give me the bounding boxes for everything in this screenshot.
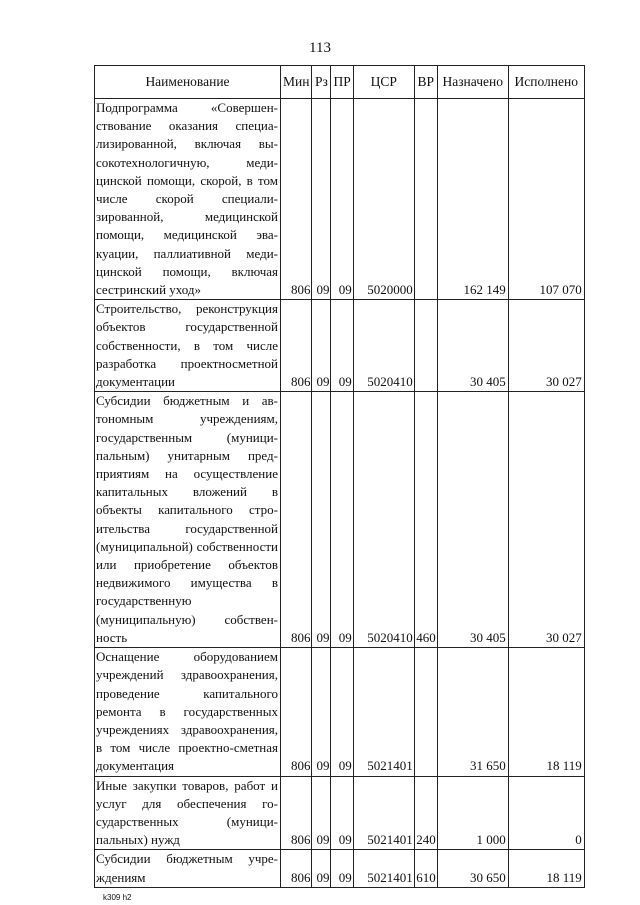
row-ispolneno: 30 027 bbox=[508, 300, 584, 392]
table-row bbox=[95, 300, 585, 392]
row-naznacheno: 1 000 bbox=[437, 776, 508, 850]
row-name: Строительство, реконструкция объектов государственной собственности, в том числе разработка проектносметной документации bbox=[95, 300, 281, 392]
row-pr: 09 bbox=[331, 300, 353, 392]
table-header-row bbox=[95, 66, 585, 99]
header-csr: ЦСР bbox=[353, 66, 414, 99]
row-rz: 09 bbox=[312, 850, 331, 887]
page-number: 113 bbox=[309, 40, 331, 56]
row-ispolneno: 30 027 bbox=[508, 392, 584, 648]
row-vr bbox=[414, 648, 437, 776]
row-pr: 09 bbox=[331, 99, 353, 300]
row-vr bbox=[414, 99, 437, 300]
row-ispolneno: 107 070 bbox=[508, 99, 584, 300]
row-ispolneno: 0 bbox=[508, 776, 584, 850]
row-pr: 09 bbox=[331, 392, 353, 648]
row-pr: 09 bbox=[331, 776, 353, 850]
row-naznacheno: 30 650 bbox=[437, 850, 508, 887]
row-name: Субсидии бюджетным и автономным учреждениям, государственным (муниципальным) унитарным предприятиям на осуществление капитальных вложений в объекты капитального строительства государственной (муниципальной) собственности или приобретение объектов недвижимого имущества в государственную (муниципальную) собственность bbox=[95, 392, 281, 648]
table-row bbox=[95, 99, 585, 300]
row-min: 806 bbox=[281, 648, 312, 776]
row-ispolneno: 18 119 bbox=[508, 648, 584, 776]
row-rz: 09 bbox=[312, 648, 331, 776]
row-name: Подпрограмма «Совершенствование оказания специализированной, включая высокотехнологичную, медицинской помощи, скорой, в том числе скорой специализированной, медицинской помощи, медицинской эвакуации, паллиативной медицинской помощи, включая сестринский уход» bbox=[95, 99, 281, 300]
header-vr: ВР bbox=[414, 66, 437, 99]
header-ispolneno: Исполнено bbox=[508, 66, 584, 99]
row-min: 806 bbox=[281, 776, 312, 850]
row-rz: 09 bbox=[312, 300, 331, 392]
row-naznacheno: 30 405 bbox=[437, 392, 508, 648]
table-row bbox=[95, 776, 585, 850]
row-csr: 5021401 bbox=[353, 776, 414, 850]
row-naznacheno: 30 405 bbox=[437, 300, 508, 392]
header-min: Мин bbox=[281, 66, 312, 99]
footer-code: k309 h2 bbox=[103, 893, 132, 902]
row-ispolneno: 18 119 bbox=[508, 850, 584, 887]
table-row bbox=[95, 392, 585, 648]
row-naznacheno: 31 650 bbox=[437, 648, 508, 776]
header-pr: ПР bbox=[331, 66, 353, 99]
row-name: Иные закупки товаров, работ и услуг для обеспечения государственных (муниципальных) нужд bbox=[95, 776, 281, 850]
row-pr: 09 bbox=[331, 850, 353, 887]
header-name: Наименование bbox=[95, 66, 281, 99]
header-naznacheno: Назначено bbox=[437, 66, 508, 99]
row-pr: 09 bbox=[331, 648, 353, 776]
row-min: 806 bbox=[281, 850, 312, 887]
row-vr: 240 bbox=[414, 776, 437, 850]
row-min: 806 bbox=[281, 99, 312, 300]
row-csr: 5021401 bbox=[353, 850, 414, 887]
row-csr: 5020410 bbox=[353, 300, 414, 392]
row-vr: 610 bbox=[414, 850, 437, 887]
table-row bbox=[95, 648, 585, 776]
budget-table bbox=[94, 65, 585, 888]
row-csr: 5020410 bbox=[353, 392, 414, 648]
row-csr: 5020000 bbox=[353, 99, 414, 300]
row-naznacheno: 162 149 bbox=[437, 99, 508, 300]
row-rz: 09 bbox=[312, 392, 331, 648]
row-min: 806 bbox=[281, 392, 312, 648]
row-csr: 5021401 bbox=[353, 648, 414, 776]
row-vr bbox=[414, 300, 437, 392]
row-rz: 09 bbox=[312, 776, 331, 850]
row-rz: 09 bbox=[312, 99, 331, 300]
row-min: 806 bbox=[281, 300, 312, 392]
header-rz: Рз bbox=[312, 66, 331, 99]
row-vr: 460 bbox=[414, 392, 437, 648]
row-name: Субсидии бюджетным учреждениям bbox=[95, 850, 281, 887]
row-name: Оснащение оборудованием учреждений здравоохранения, проведение капитального ремонта в государственных учреждениях здравоохранения, в том числе проектно-сметная документация bbox=[95, 648, 281, 776]
table-row bbox=[95, 850, 585, 887]
